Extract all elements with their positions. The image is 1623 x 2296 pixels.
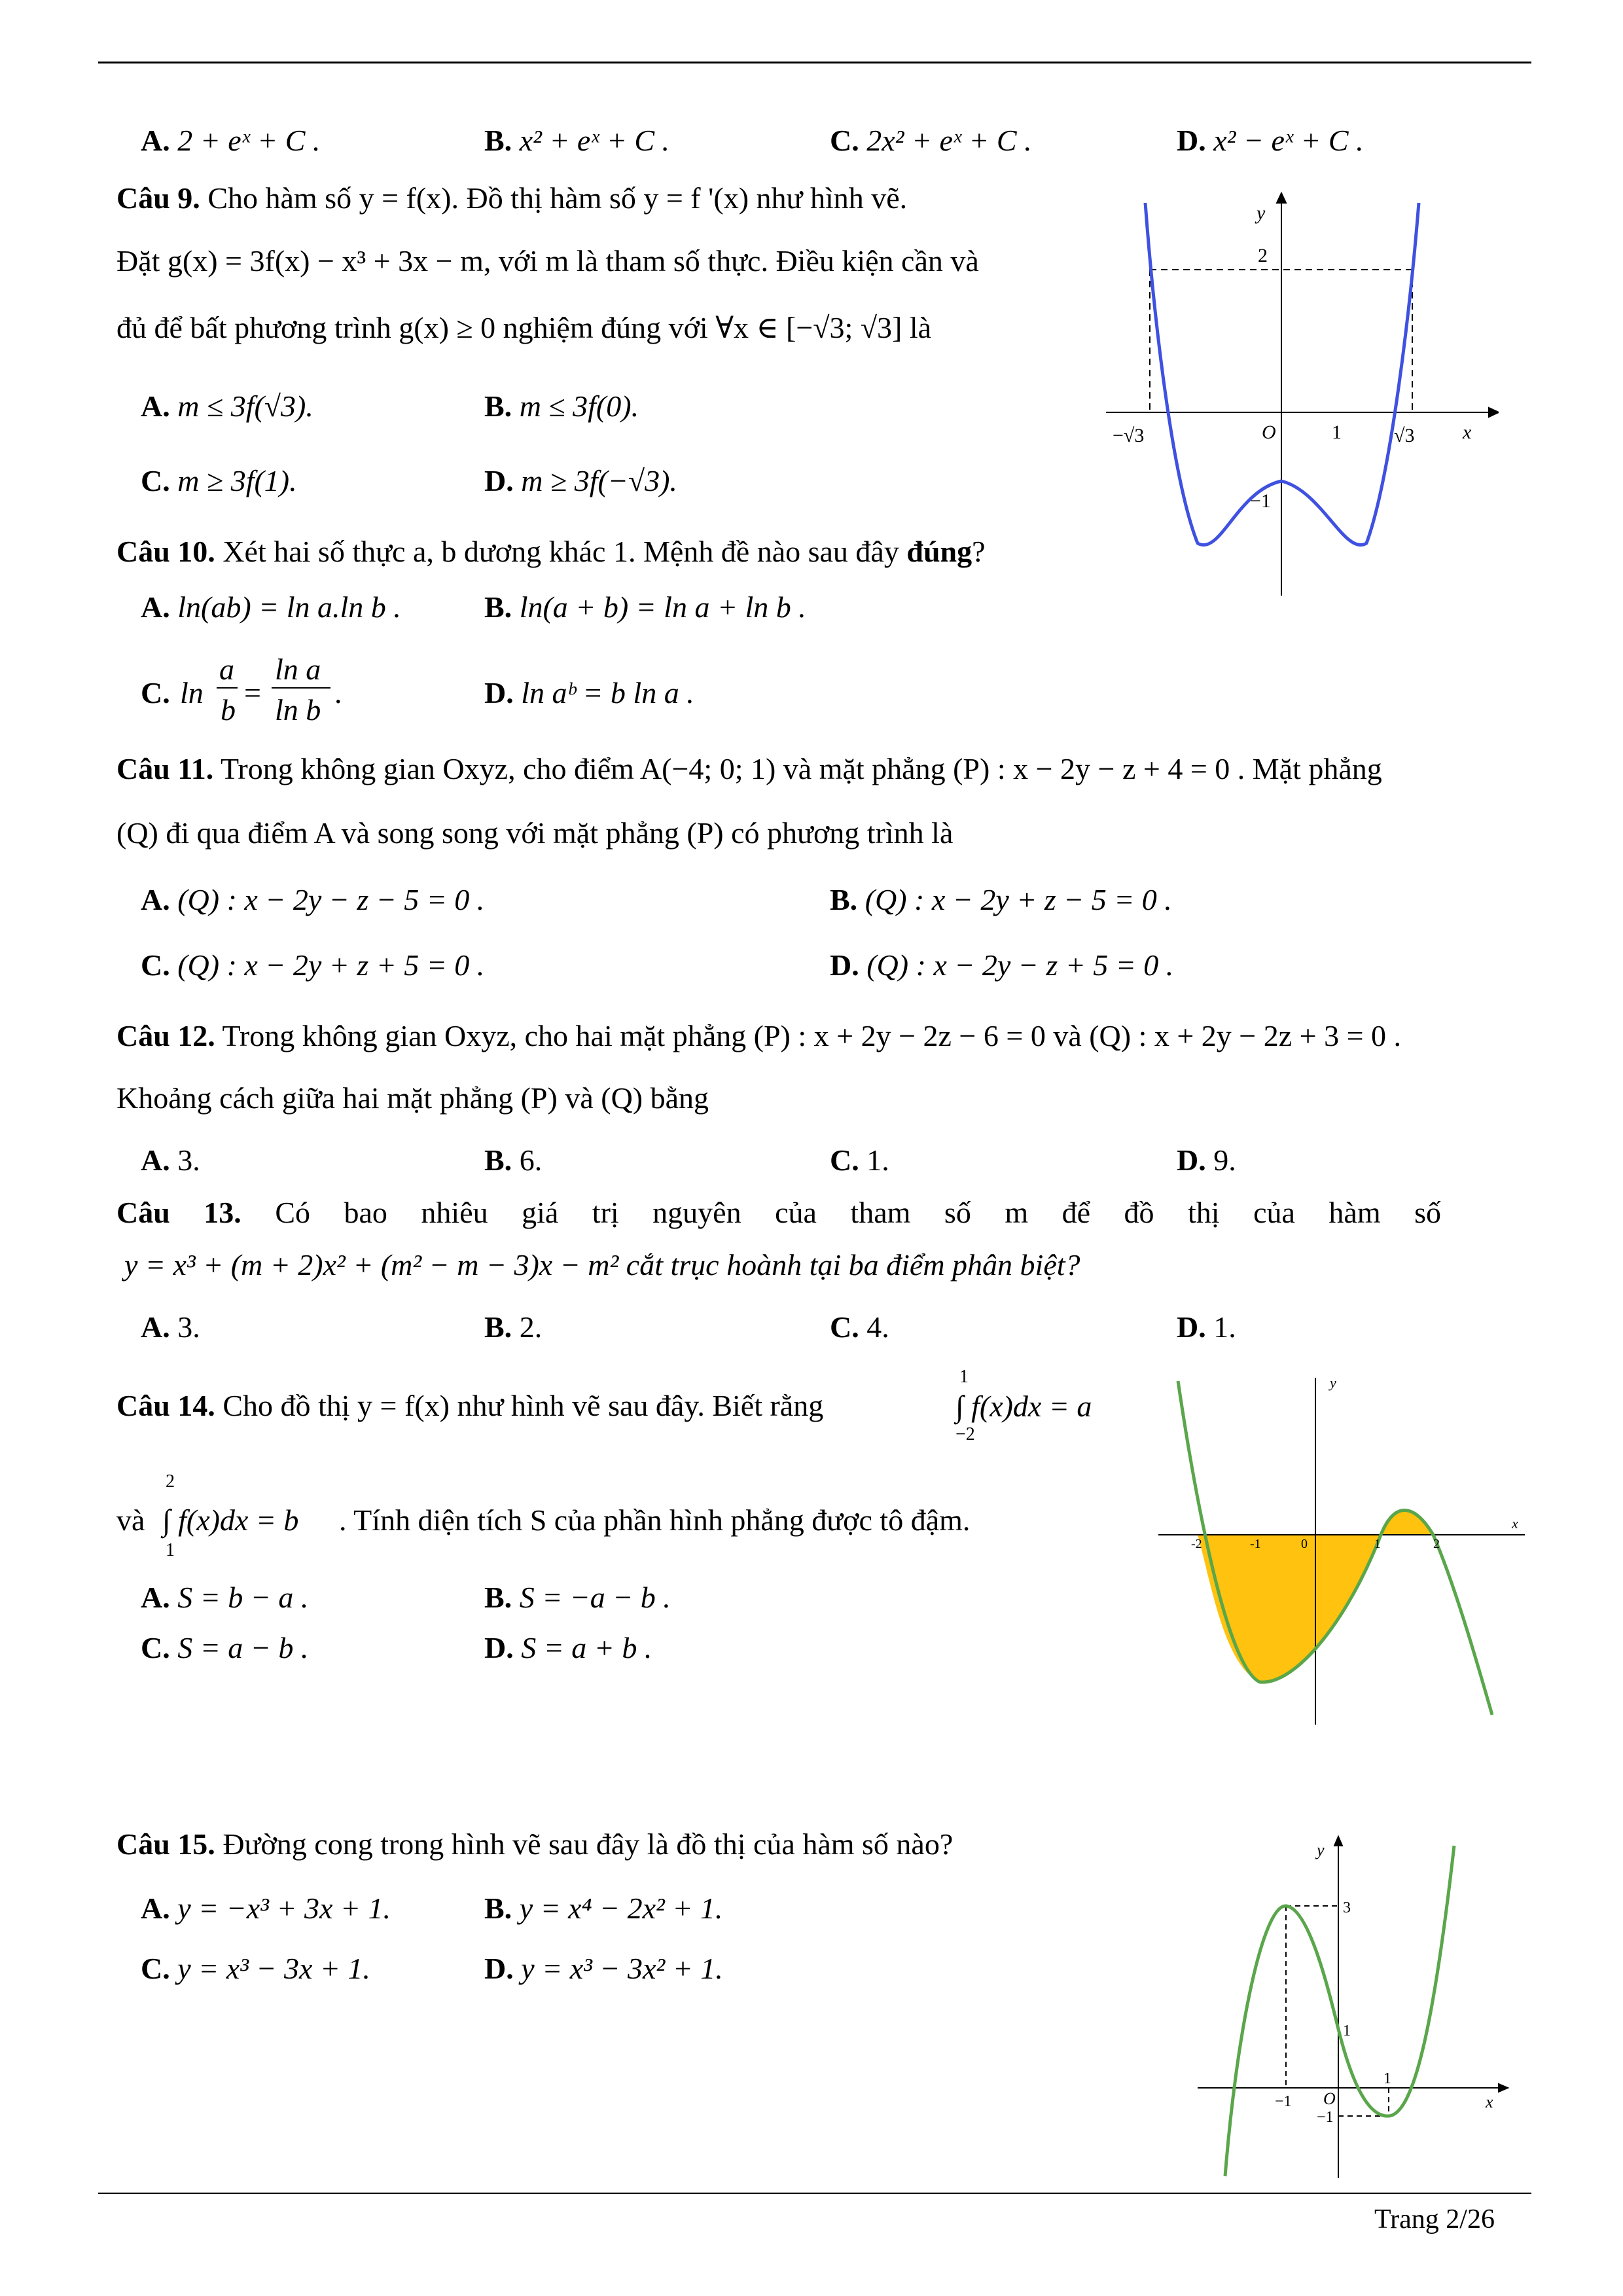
q15-graph <box>1198 1833 1512 2179</box>
q9-x-arrow <box>1489 408 1499 417</box>
q9-y-arrow <box>1277 193 1286 203</box>
q14-option-d[interactable]: D. S = a + b . <box>484 1631 652 1664</box>
q9-label-2: 2 <box>1258 245 1268 266</box>
q14-label-x: x <box>1512 1515 1518 1532</box>
q13-line-2: y = x³ + (m + 2)x² + (m² − m − 3)x − m² cắt trục hoành tại ba điểm phân biệt? <box>124 1248 1080 1282</box>
q14-label-o: 0 <box>1301 1537 1308 1551</box>
q15-stem: Câu 15. Đường cong trong hình vẽ sau đây là đồ thị của hàm số nào? <box>116 1827 954 1861</box>
q9-line-2: Đặt g(x) = 3f(x) − x³ + 3x − m, với m là tham số thực. Điều kiện cần và <box>116 244 979 278</box>
q14-label-m1: -1 <box>1250 1537 1261 1551</box>
q9-option-a[interactable]: A. m ≤ 3f(√3). <box>141 389 313 423</box>
q10-stem: Câu 10. Xét hai số thực a, b dương khác 1. Mệnh đề nào sau đây đúng? <box>116 535 986 568</box>
bottom-rule <box>98 2193 1531 2194</box>
q14-option-a[interactable]: A. S = b − a . <box>141 1581 309 1614</box>
q15-label-xm1: −1 <box>1275 2093 1292 2110</box>
q15-x-arrow <box>1499 2084 1508 2092</box>
q9-option-d[interactable]: D. m ≥ 3f(−√3). <box>484 464 677 497</box>
page-footer: Trang 2/26 <box>1374 2204 1495 2234</box>
q12-line-1: Câu 12. Trong không gian Oxyz, cho hai mặt phẳng (P) : x + 2y − 2z − 6 = 0 và (Q) : x + 2y − 2z + 3 = 0 . <box>116 1019 1402 1052</box>
q12-option-c[interactable]: C. 1. <box>830 1143 889 1177</box>
q11-line-1: Câu 11. Trong không gian Oxyz, cho điểm A(−4; 0; 1) và mặt phẳng (P) : x − 2y − z + 4 = 0 . Mặt phẳng <box>116 752 1382 785</box>
q14-option-c[interactable]: C. S = a − b . <box>141 1631 309 1664</box>
q15-label-x1: 1 <box>1383 2070 1391 2087</box>
q12-option-d[interactable]: D. 9. <box>1177 1143 1236 1177</box>
q8-option-a[interactable]: A. 2 + eˣ + C . <box>141 124 321 157</box>
q10-option-d[interactable]: D. ln aᵇ = b ln a . <box>484 676 694 709</box>
q9-label-x: x <box>1463 422 1472 443</box>
q15-label-1: 1 <box>1343 2022 1351 2039</box>
q11-option-a[interactable]: A. (Q) : x − 2y − z − 5 = 0 . <box>141 883 485 916</box>
q12-line-2: Khoảng cách giữa hai mặt phẳng (P) và (Q) bằng <box>116 1081 709 1115</box>
q13-option-b[interactable]: B. 2. <box>484 1310 543 1344</box>
q15-label-o: O <box>1323 2089 1336 2108</box>
q10-option-a[interactable]: A. ln(ab) = ln a.ln b . <box>141 590 401 624</box>
q9-label-1: 1 <box>1332 422 1342 443</box>
q15-option-c[interactable]: C. y = x³ − 3x + 1. <box>141 1952 370 1985</box>
q14-option-b[interactable]: B. S = −a − b . <box>484 1581 671 1614</box>
q14-graph <box>1158 1371 1531 1751</box>
q8-option-d[interactable]: D. x² − eˣ + C . <box>1177 124 1364 157</box>
q13-line-1: Câu 13. Có bao nhiêu giá trị nguyên của tham số m để đồ thị của hàm số <box>116 1196 1442 1229</box>
q11-option-c[interactable]: C. (Q) : x − 2y + z + 5 = 0 . <box>141 948 485 982</box>
q15-label-neg1: −1 <box>1317 2109 1334 2126</box>
q9-label-o: O <box>1262 422 1276 443</box>
q15-y-arrow <box>1334 1837 1342 1846</box>
q9-graph <box>1106 190 1499 599</box>
q15-option-a[interactable]: A. y = −x³ + 3x + 1. <box>141 1892 391 1925</box>
q9-label-sqrt3: √3 <box>1394 425 1415 446</box>
q13-option-a[interactable]: A. 3. <box>141 1310 200 1344</box>
q15-label-3: 3 <box>1343 1899 1351 1916</box>
q14-label-y: y <box>1330 1374 1336 1391</box>
q8-option-b[interactable]: B. x² + eˣ + C . <box>484 124 670 157</box>
q14-label-p2: 2 <box>1433 1537 1440 1551</box>
q15-label-x: x <box>1486 2092 1493 2111</box>
q15-option-d[interactable]: D. y = x³ − 3x² + 1. <box>484 1952 723 1985</box>
q13-option-c[interactable]: C. 4. <box>830 1310 889 1344</box>
q9-option-b[interactable]: B. m ≤ 3f(0). <box>484 389 639 423</box>
q11-option-d[interactable]: D. (Q) : x − 2y − z + 5 = 0 . <box>830 948 1174 982</box>
q15-curve <box>1225 1846 1454 2176</box>
q14-line-2: và 2 ∫ f(x)dx = b 1 . Tính diện tích S của phần hình phẳng được tô đậm. <box>116 1471 971 1560</box>
q9-line-1: Câu 9. Cho hàm số y = f(x). Đồ thị hàm số y = f '(x) như hình vẽ. <box>116 181 908 215</box>
q9-label-y: y <box>1257 202 1266 224</box>
q14-shaded-region <box>1198 1535 1381 1682</box>
q14-label-p1: 1 <box>1374 1537 1381 1551</box>
q11-option-b[interactable]: B. (Q) : x − 2y + z − 5 = 0 . <box>830 883 1172 916</box>
q15-label-y: y <box>1317 1840 1325 1859</box>
q13-option-d[interactable]: D. 1. <box>1177 1310 1236 1344</box>
q10-option-b[interactable]: B. ln(a + b) = ln a + ln b . <box>484 590 806 624</box>
q9-label-neg1: −1 <box>1250 490 1271 512</box>
q14-label-m2: -2 <box>1191 1537 1202 1551</box>
q12-option-b[interactable]: B. 6. <box>484 1143 543 1177</box>
q15-option-b[interactable]: B. y = x⁴ − 2x² + 1. <box>484 1892 723 1925</box>
q9-label-neg-sqrt3: −√3 <box>1113 425 1145 446</box>
q14-line-1: Câu 14. Cho đồ thị y = f(x) như hình vẽ sau đây. Biết rằng <box>116 1389 824 1422</box>
q9-option-c[interactable]: C. m ≥ 3f(1). <box>141 464 297 497</box>
q11-line-2: (Q) đi qua điểm A và song song với mặt phẳng (P) có phương trình là <box>116 816 954 850</box>
q8-option-c[interactable]: C. 2x² + eˣ + C . <box>830 124 1032 157</box>
q9-line-3: đủ để bất phương trình g(x) ≥ 0 nghiệm đúng với ∀x ∈ [−√3; √3] là <box>116 311 932 344</box>
q14-integral-1: 1 ∫ f(x)dx = a −2 <box>955 1367 1092 1444</box>
top-rule <box>98 62 1531 63</box>
q12-option-a[interactable]: A. 3. <box>141 1143 200 1177</box>
